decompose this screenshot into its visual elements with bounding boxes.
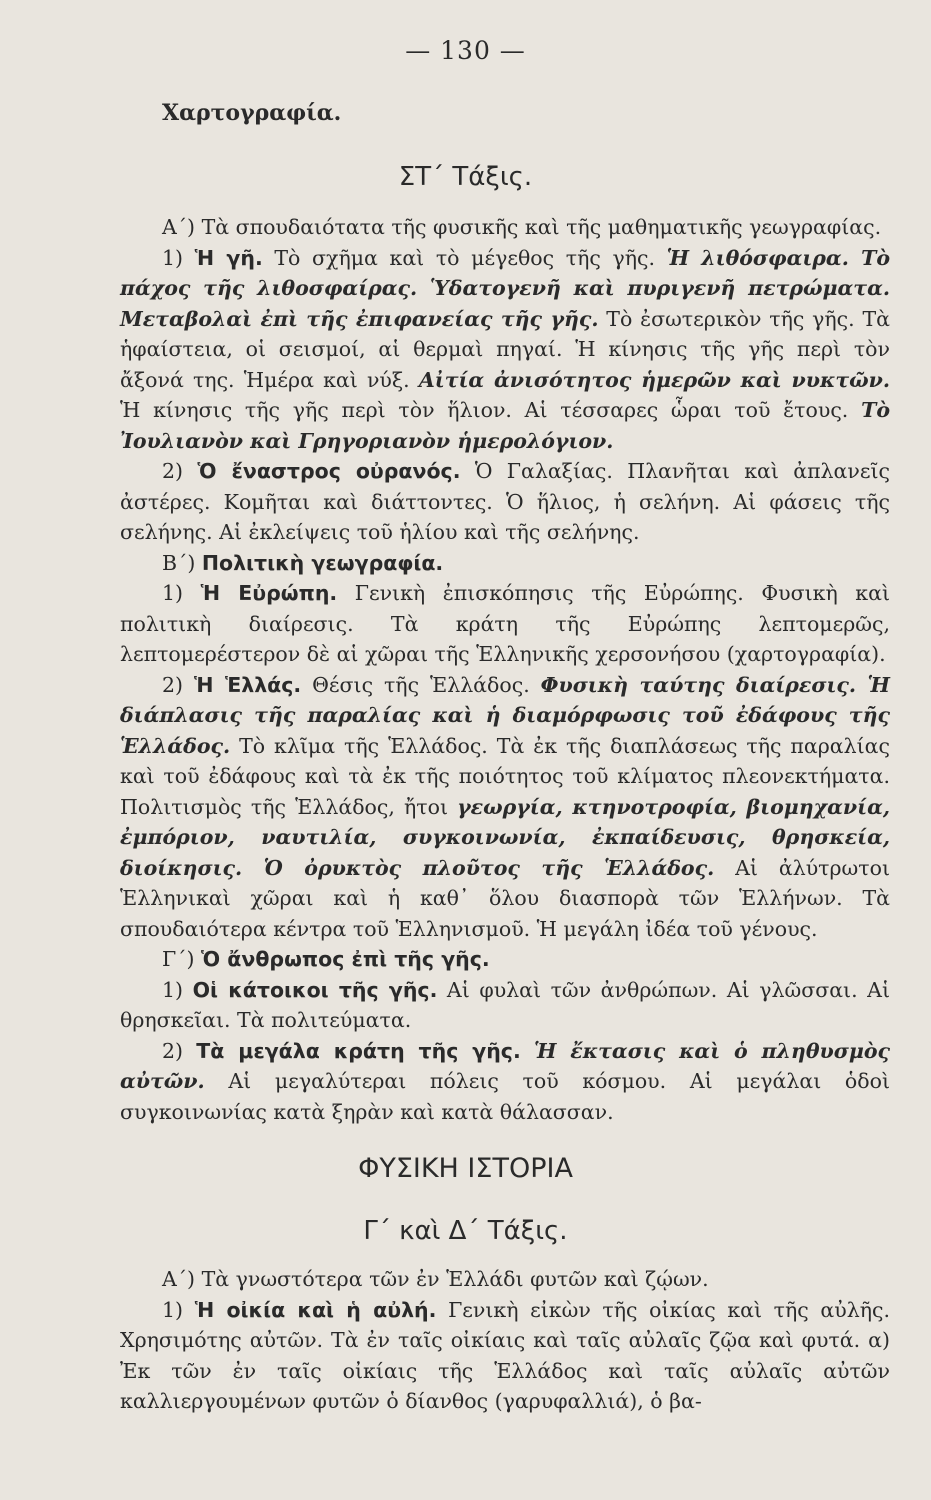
text-run: Αἱ φυλαὶ τῶν ἀνθρώπων. Αἱ γλῶσσαι. Αἱ θρησκεῖαι. Τὰ πολιτεύματα. (120, 977, 890, 1032)
text-run: Α΄) Τὰ γνωστότερα τῶν ἐν Ἑλλάδι φυτῶν καὶ ζῴων. (162, 1267, 709, 1291)
text-run: Θέσις τῆς Ἑλλάδος. (301, 672, 541, 697)
text-run: Τὸ κλῖμα τῆς Ἑλλάδος. Τὰ ἐκ τῆς διαπλάσεως τῆς παραλίας καὶ τοῦ ἐδάφους καὶ τὰ ἐκ τῆς ποιότητος τοῦ κλίματος πλεονεκτήματα. Πολιτισμὸς τῆς Ἑλλάδος, ἤτοι (120, 733, 890, 819)
text-run: Γενικὴ εἰκὼν τῆς οἰκίας καὶ τῆς αὐλῆς. Χρησιμότης αὐτῶν. Τὰ ἐν ταῖς οἰκίαις καὶ ταῖς αὐλαῖς ζῷα καὶ φυτά. α) Ἐκ τῶν ἐν ταῖς οἰκίαις τῆς Ἑλλάδος καὶ ταῖς αὐλαῖς αὐτῶν καλλιεργουμένων φυτῶν ὁ δίανθος (γαρυφαλλιά), ὁ βα- (120, 1297, 890, 1413)
italic-run: Φυσικὴ ταύτης διαίρεσις. Ἡ διάπλασις τῆς παραλίας καὶ ἡ διαμόρφωσις τοῦ ἐδάφους τῆς Ἑλλάδος. (120, 672, 890, 758)
text-run: 2) (162, 672, 194, 697)
bold-heading-run: Πολιτικὴ γεωγραφία. (201, 550, 444, 575)
text-run (521, 1039, 534, 1063)
bold-heading-run: Τὰ μεγάλα κράτη τῆς γῆς. (196, 1038, 521, 1063)
paragraph (120, 212, 890, 243)
class-heading-1: ΣΤ΄ Τάξις. (398, 162, 533, 192)
bold-heading-run: Ὁ ἄνθρωπος ἐπὶ τῆς γῆς. (201, 947, 490, 971)
italic-run: Αἰτία ἀνισότητος ἡμερῶν καὶ νυκτῶν. (418, 367, 891, 392)
paragraph (120, 456, 890, 548)
text-run: Αἱ ἀλύτρωτοι Ἑλληνικαὶ χῶραι καὶ ἡ καθ᾿ ὅλου διασπορὰ τῶν Ἑλλήνων. Τὰ σπουδαιότερα κέντρα τοῦ Ἑλληνισμοῦ. Ἡ μεγάλη ἰδέα τοῦ γένους. (120, 855, 890, 941)
text-run: 1) (162, 245, 195, 270)
text-run: 2) (162, 1038, 197, 1063)
main-heading: ΦΥΣΙΚΗ ΙΣΤΟΡΙΑ (358, 1153, 573, 1184)
text-run: 1) (162, 1297, 195, 1322)
text-run: Ἡ κίνησις τῆς γῆς περὶ τὸν ἥλιον. Αἱ τέσσαρες ὧραι τοῦ ἔτους. (120, 398, 862, 422)
bold-heading-run: Ἡ οἰκία καὶ ἡ αὐλή. (194, 1297, 437, 1322)
text-run: Β΄) (162, 550, 202, 575)
curriculum-block-1 (120, 212, 890, 1127)
paragraph (120, 1295, 890, 1417)
bold-heading-run: Ἡ Εὐρώπη. (200, 581, 338, 605)
paragraph (120, 1036, 890, 1128)
curriculum-block-2 (120, 1264, 890, 1417)
page-number: — 130 — (405, 36, 526, 65)
text-run: Τὸ ἐσωτερικὸν τῆς γῆς. Τὰ ἡφαίστεια, οἱ σεισμοί, αἱ θερμαὶ πηγαί. Ἡ κίνησις τῆς γῆς περὶ τὸν ἄξονά της. Ἡμέρα καὶ νύξ. (120, 306, 890, 392)
section-heading: Χαρτογραφία. (162, 100, 342, 126)
bold-heading-run: Ἡ γῆ. (194, 245, 263, 270)
bold-heading-run: Οἱ κάτοικοι τῆς γῆς. (192, 977, 438, 1002)
text-run: Γ΄) (162, 947, 201, 971)
text-run: Γενικὴ ἐπισκόπησις τῆς Εὐρώπης. Φυσικὴ καὶ πολιτικὴ διαίρεσις. Τὰ κράτη τῆς Εὐρώπης λεπτομερῶς, λεπτομερέστερον δὲ αἱ χῶραι τῆς Ἑλληνικῆς χερσονήσου (χαρτογραφία). (120, 581, 890, 666)
italic-run: Ἡ λιθόσφαιρα. Τὸ πάχος τῆς λιθοσφαίρας. Ὑδατογενῆ καὶ πυριγενῆ πετρώματα. Μεταβολαὶ ἐπὶ τῆς ἐπιφανείας τῆς γῆς. (120, 245, 890, 331)
italic-run: Ἡ ἔκτασις καὶ ὁ πληθυσμὸς αὐτῶν. (120, 1038, 890, 1093)
italic-run: γεωργία, κτηνοτροφία, βιομηχανία, ἐμπόριον, ναυτιλία, συγκοινωνία, ἐκπαίδευσις, θρησκεία, διοίκησις. Ὁ ὀρυκτὸς πλοῦτος τῆς Ἑλλάδος. (120, 794, 890, 880)
text-run: 1) (162, 581, 201, 605)
class-heading-2: Γ΄ καὶ Δ΄ Τάξις. (363, 1216, 568, 1246)
italic-run: Τὸ Ἰουλιανὸν καὶ Γρηγοριανὸν ἡμερολόγιον. (120, 398, 890, 453)
text-run: Ὁ Γαλαξίας. Πλανῆται καὶ ἀπλανεῖς ἀστέρες. Κομῆται καὶ διάττοντες. Ὁ ἥλιος, ἡ σελήνη. Αἱ φάσεις τῆς σελήνης. Αἱ ἐκλείψεις τοῦ ἡλίου καὶ τῆς σελήνης. (120, 459, 890, 544)
text-run: Αἱ μεγαλύτεραι πόλεις τοῦ κόσμου. Αἱ μεγάλαι ὁδοὶ συγκοινωνίας κατὰ ξηρὰν καὶ κατὰ θάλασσαν. (120, 1069, 890, 1124)
bold-heading-run: Ἡ Ἑλλάς. (193, 672, 302, 697)
paragraph (120, 975, 890, 1036)
paragraph (120, 670, 890, 945)
text-run: Α΄) Τὰ σπουδαιότατα τῆς φυσικῆς καὶ τῆς μαθηματικῆς γεωγραφίας. (162, 215, 882, 239)
paragraph (120, 548, 890, 579)
paragraph (120, 578, 890, 670)
text-run: 2) (162, 459, 198, 483)
text-run: 1) (162, 977, 193, 1002)
bold-heading-run: Ὁ ἔναστρος οὐρανός. (197, 459, 461, 483)
paragraph (120, 243, 890, 457)
paragraph (120, 944, 890, 975)
text-run: Τὸ σχῆμα καὶ τὸ μέγεθος τῆς γῆς. (262, 245, 667, 270)
paragraph (120, 1264, 890, 1295)
